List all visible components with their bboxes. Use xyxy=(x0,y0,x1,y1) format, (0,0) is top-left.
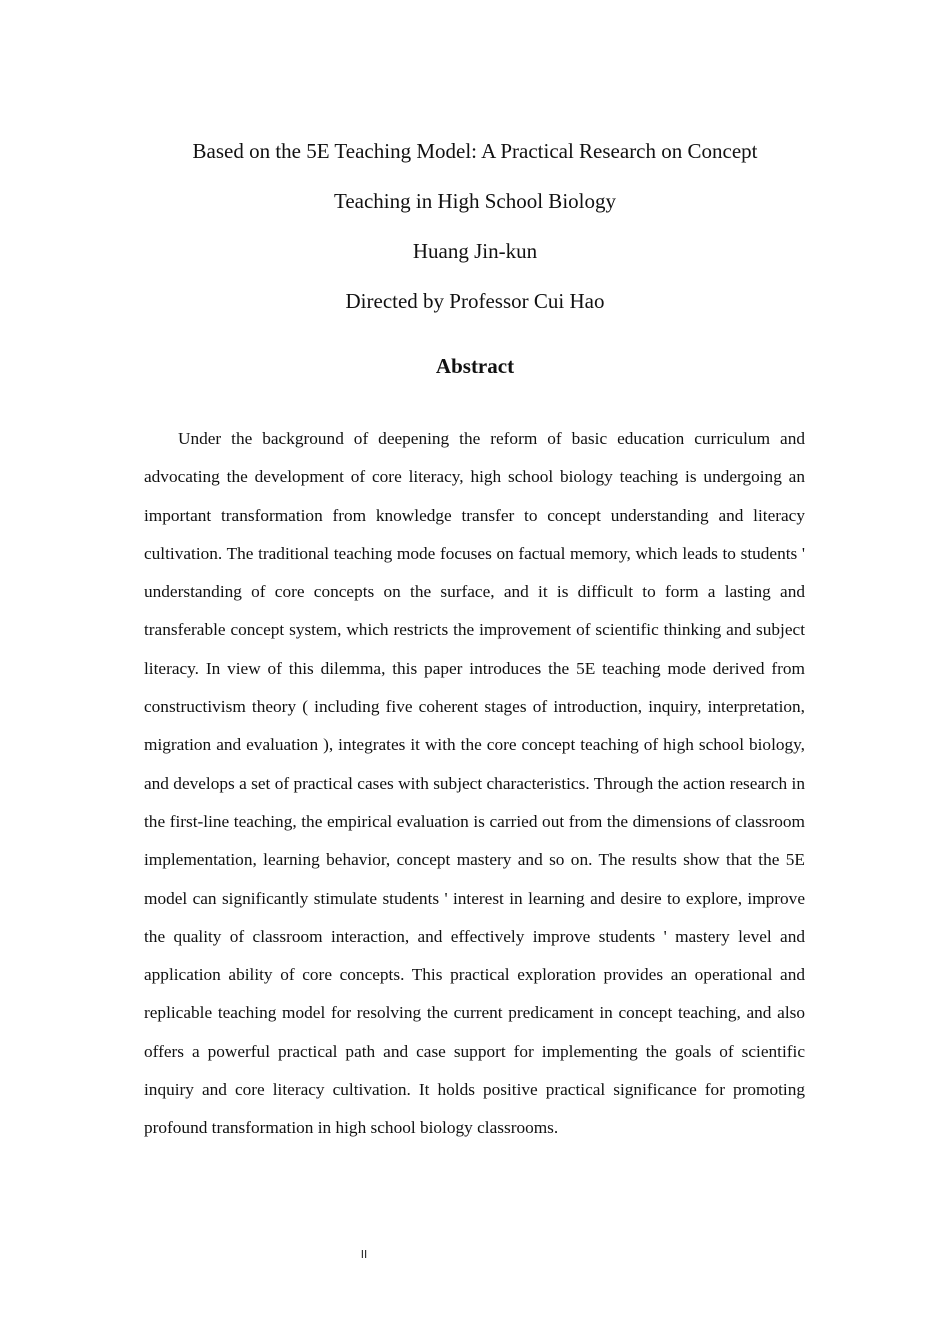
page-number: II xyxy=(360,1248,368,1261)
supervisor-line: Directed by Professor Cui Hao xyxy=(345,289,605,313)
author-name: Huang Jin-kun xyxy=(412,239,538,263)
title-block xyxy=(0,126,950,326)
abstract-heading: Abstract xyxy=(435,354,515,378)
thesis-title-line-2: Teaching in High School Biology xyxy=(333,189,616,213)
thesis-title-line-1: Based on the 5E Teaching Model: A Practical Research on Concept xyxy=(192,139,758,163)
abstract-paragraph: Under the background of deepening the reform of basic education curriculum and advocating the development of core literacy, high school biology teaching is undergoing an important transformation from knowledge transfer to concept understanding and literacy cultivation. The traditional teaching mode focuses on factual memory, which leads to students ' understanding of core concepts on the surface, and it is difficult to form a lasting and transferable concept system, which restricts the improvement of scientific thinking and subject literacy. In view of this dilemma, this paper introduces the 5E teaching mode derived from constructivism theory ( including five coherent stages of introduction, inquiry, interpretation, migration and evaluation ), integrates it with the core concept teaching of high school biology, and develops a set of practical cases with subject characteristics. Through the action research in the first-line teaching, the empirical evaluation is carried out from the dimensions of classroom implementation, learning behavior, concept mastery and so on. The results show that the 5E model can significantly stimulate students ' interest in learning and desire to explore, improve the quality of classroom interaction, and effectively improve students ' mastery level and application ability of core concepts. This practical exploration provides an operational and replicable teaching model for resolving the current predicament in concept teaching, and also offers a powerful practical path and case support for implementing the goals of scientific inquiry and core literacy cultivation. It holds positive practical significance for promoting profound transformation in high school biology classrooms. xyxy=(144,429,805,1138)
